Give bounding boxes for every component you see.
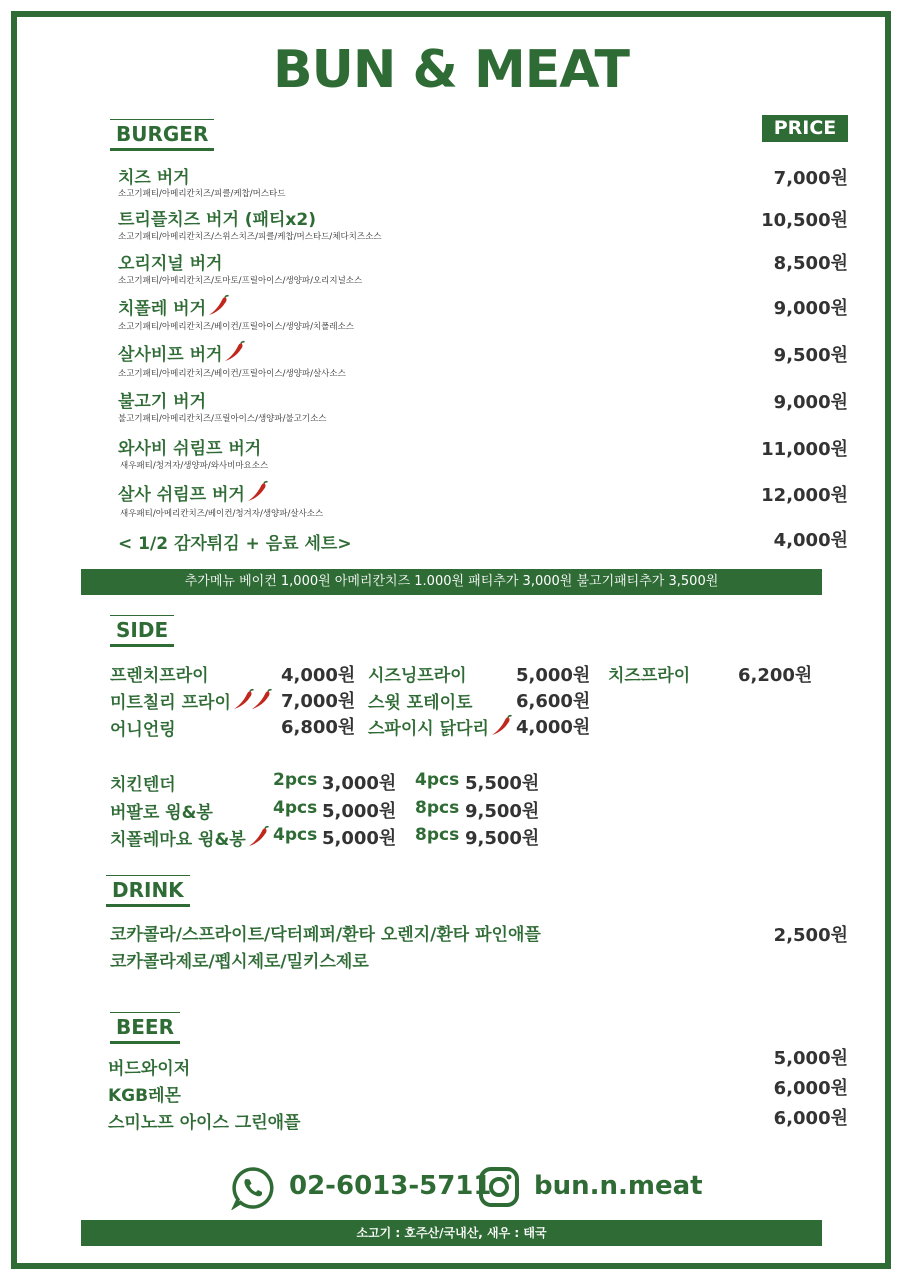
- pcs-price: 9,500원: [465, 828, 540, 849]
- burger-price: 11,000원: [761, 439, 848, 460]
- phone-number[interactable]: 02-6013-5711: [289, 1171, 492, 1201]
- burger-name-text: 치폴레 버거: [118, 299, 207, 319]
- burger-name-text: 살사비프 버거: [118, 345, 223, 365]
- burger-name: 불고기 버거: [118, 392, 207, 412]
- side-item-name: 시즈닝프라이: [368, 666, 467, 686]
- side-item-price: 6,600원: [516, 691, 591, 712]
- side-item-price: 4,000원: [281, 665, 356, 686]
- pcs-count: 4pcs: [273, 798, 318, 818]
- set-menu-price: 4,000원: [773, 530, 848, 551]
- pcs-price: 3,000원: [322, 773, 397, 794]
- price-header: PRICE: [762, 115, 848, 142]
- beer-name: KGB레몬: [108, 1086, 181, 1106]
- pcs-count: 4pcs: [273, 825, 318, 845]
- beer-name: 버드와이저: [108, 1059, 191, 1079]
- instagram-handle[interactable]: bun.n.meat: [534, 1171, 703, 1201]
- burger-price: 7,000원: [773, 168, 848, 189]
- burger-desc: 소고기패티/아메리칸치즈/베이컨/프릴아이스/생양파/치폴레소스: [118, 322, 355, 332]
- drink-line: 코카콜라/스프라이트/닥터페퍼/환타 오렌지/환타 파인애플: [110, 925, 541, 945]
- burger-price: 9,000원: [773, 392, 848, 413]
- drink-line: 코카콜라제로/펩시제로/밀키스제로: [110, 952, 369, 972]
- side-item-price: 6,800원: [281, 717, 356, 738]
- side-item-name: [110, 688, 273, 713]
- pcs-item-name: 버팔로 윙&봉: [110, 803, 213, 823]
- burger-desc: 소고기패티/아메리칸치즈/베이컨/프릴아이스/생양파/살사소스: [118, 369, 346, 379]
- burger-price: 10,500원: [761, 210, 848, 231]
- section-beer: BEER: [110, 1012, 180, 1044]
- chili-icon: [489, 714, 513, 738]
- burger-name: [118, 340, 246, 365]
- pcs-price: 5,000원: [322, 828, 397, 849]
- burger-price: 8,500원: [773, 253, 848, 274]
- pcs-count: 8pcs: [415, 825, 460, 845]
- burger-desc: 소고기패티/아메리칸치즈/스위스치즈/피클/케찹/머스타드/체다치즈소스: [118, 232, 382, 242]
- section-side: SIDE: [110, 615, 174, 647]
- side-item-price: 7,000원: [281, 691, 356, 712]
- chili-icon: [222, 340, 246, 364]
- burger-desc: 새우패티/청겨자/생양파/와사비마요소스: [120, 461, 269, 471]
- side-item-name: 어니언링: [110, 720, 176, 740]
- burger-desc: 불고기패티/아메리칸치즈/프릴아이스/생양파/불고기소스: [118, 414, 327, 424]
- set-menu-label: < 1/2 감자튀김 + 음료 세트>: [118, 534, 352, 554]
- pcs-count: 2pcs: [273, 770, 318, 790]
- burger-price: 9,500원: [773, 345, 848, 366]
- drink-price: 2,500원: [773, 925, 848, 946]
- pcs-item-name: 치킨텐더: [110, 775, 176, 795]
- pcs-price: 5,000원: [322, 801, 397, 822]
- instagram-icon: [478, 1166, 520, 1208]
- burger-desc: 소고기패티/아메리칸치즈/피클/케찹/머스타드: [118, 189, 286, 199]
- whatsapp-icon: [231, 1166, 275, 1210]
- beer-price: 6,000원: [773, 1078, 848, 1099]
- side-item-price: 6,200원: [738, 665, 813, 686]
- pcs-count: 8pcs: [415, 798, 460, 818]
- chili-icon: [249, 688, 273, 712]
- burger-price: 9,000원: [773, 298, 848, 319]
- restaurant-title: BUN & MEAT: [273, 40, 629, 100]
- burger-name: 트리플치즈 버거 (패티x2): [118, 210, 316, 230]
- chili-icon: [245, 480, 269, 504]
- burger-desc: 새우패티/아메리칸치즈/베이컨/청겨자/생양파/살사소스: [120, 509, 324, 519]
- side-item-price: 4,000원: [516, 717, 591, 738]
- side-item-price: 5,000원: [516, 665, 591, 686]
- chili-icon: [246, 825, 270, 849]
- burger-name: [118, 480, 269, 505]
- extras-band: 추가메뉴 베이컨 1,000원 아메리칸치즈 1.000원 패티추가 3,000원 불고기패티추가 3,500원: [81, 569, 822, 595]
- beer-price: 6,000원: [773, 1108, 848, 1129]
- beer-price: 5,000원: [773, 1048, 848, 1069]
- beer-name: 스미노프 아이스 그린애플: [108, 1113, 301, 1133]
- pcs-item-name-text: 치폴레마요 윙&봉: [110, 830, 246, 850]
- section-burger: BURGER: [110, 119, 214, 151]
- burger-name: 와사비 쉬림프 버거: [118, 439, 262, 459]
- burger-price: 12,000원: [761, 485, 848, 506]
- origin-band: 소고기 : 호주산/국내산, 새우 : 태국: [81, 1220, 822, 1246]
- burger-name: [118, 294, 230, 319]
- side-item-name-text: 스파이시 닭다리: [368, 719, 489, 739]
- pcs-item-name: [110, 825, 270, 850]
- side-item-name: 스윗 포테이토: [368, 693, 473, 713]
- pcs-price: 5,500원: [465, 773, 540, 794]
- section-drink: DRINK: [106, 875, 190, 907]
- side-item-name-text: 미트칠리 프라이: [110, 693, 231, 713]
- side-item-name: 프렌치프라이: [110, 666, 209, 686]
- chili-icon: [206, 294, 230, 318]
- burger-name: 오리지널 버거: [118, 254, 223, 274]
- burger-name: 치즈 버거: [118, 168, 190, 188]
- side-item-name: [368, 714, 513, 739]
- burger-desc: 소고기패티/아메리칸치즈/토마토/프릴아이스/생양파/오리지널소스: [118, 276, 363, 286]
- side-item-name: 치즈프라이: [608, 666, 691, 686]
- burger-name-text: 살사 쉬림프 버거: [118, 485, 245, 505]
- pcs-count: 4pcs: [415, 770, 460, 790]
- pcs-price: 9,500원: [465, 801, 540, 822]
